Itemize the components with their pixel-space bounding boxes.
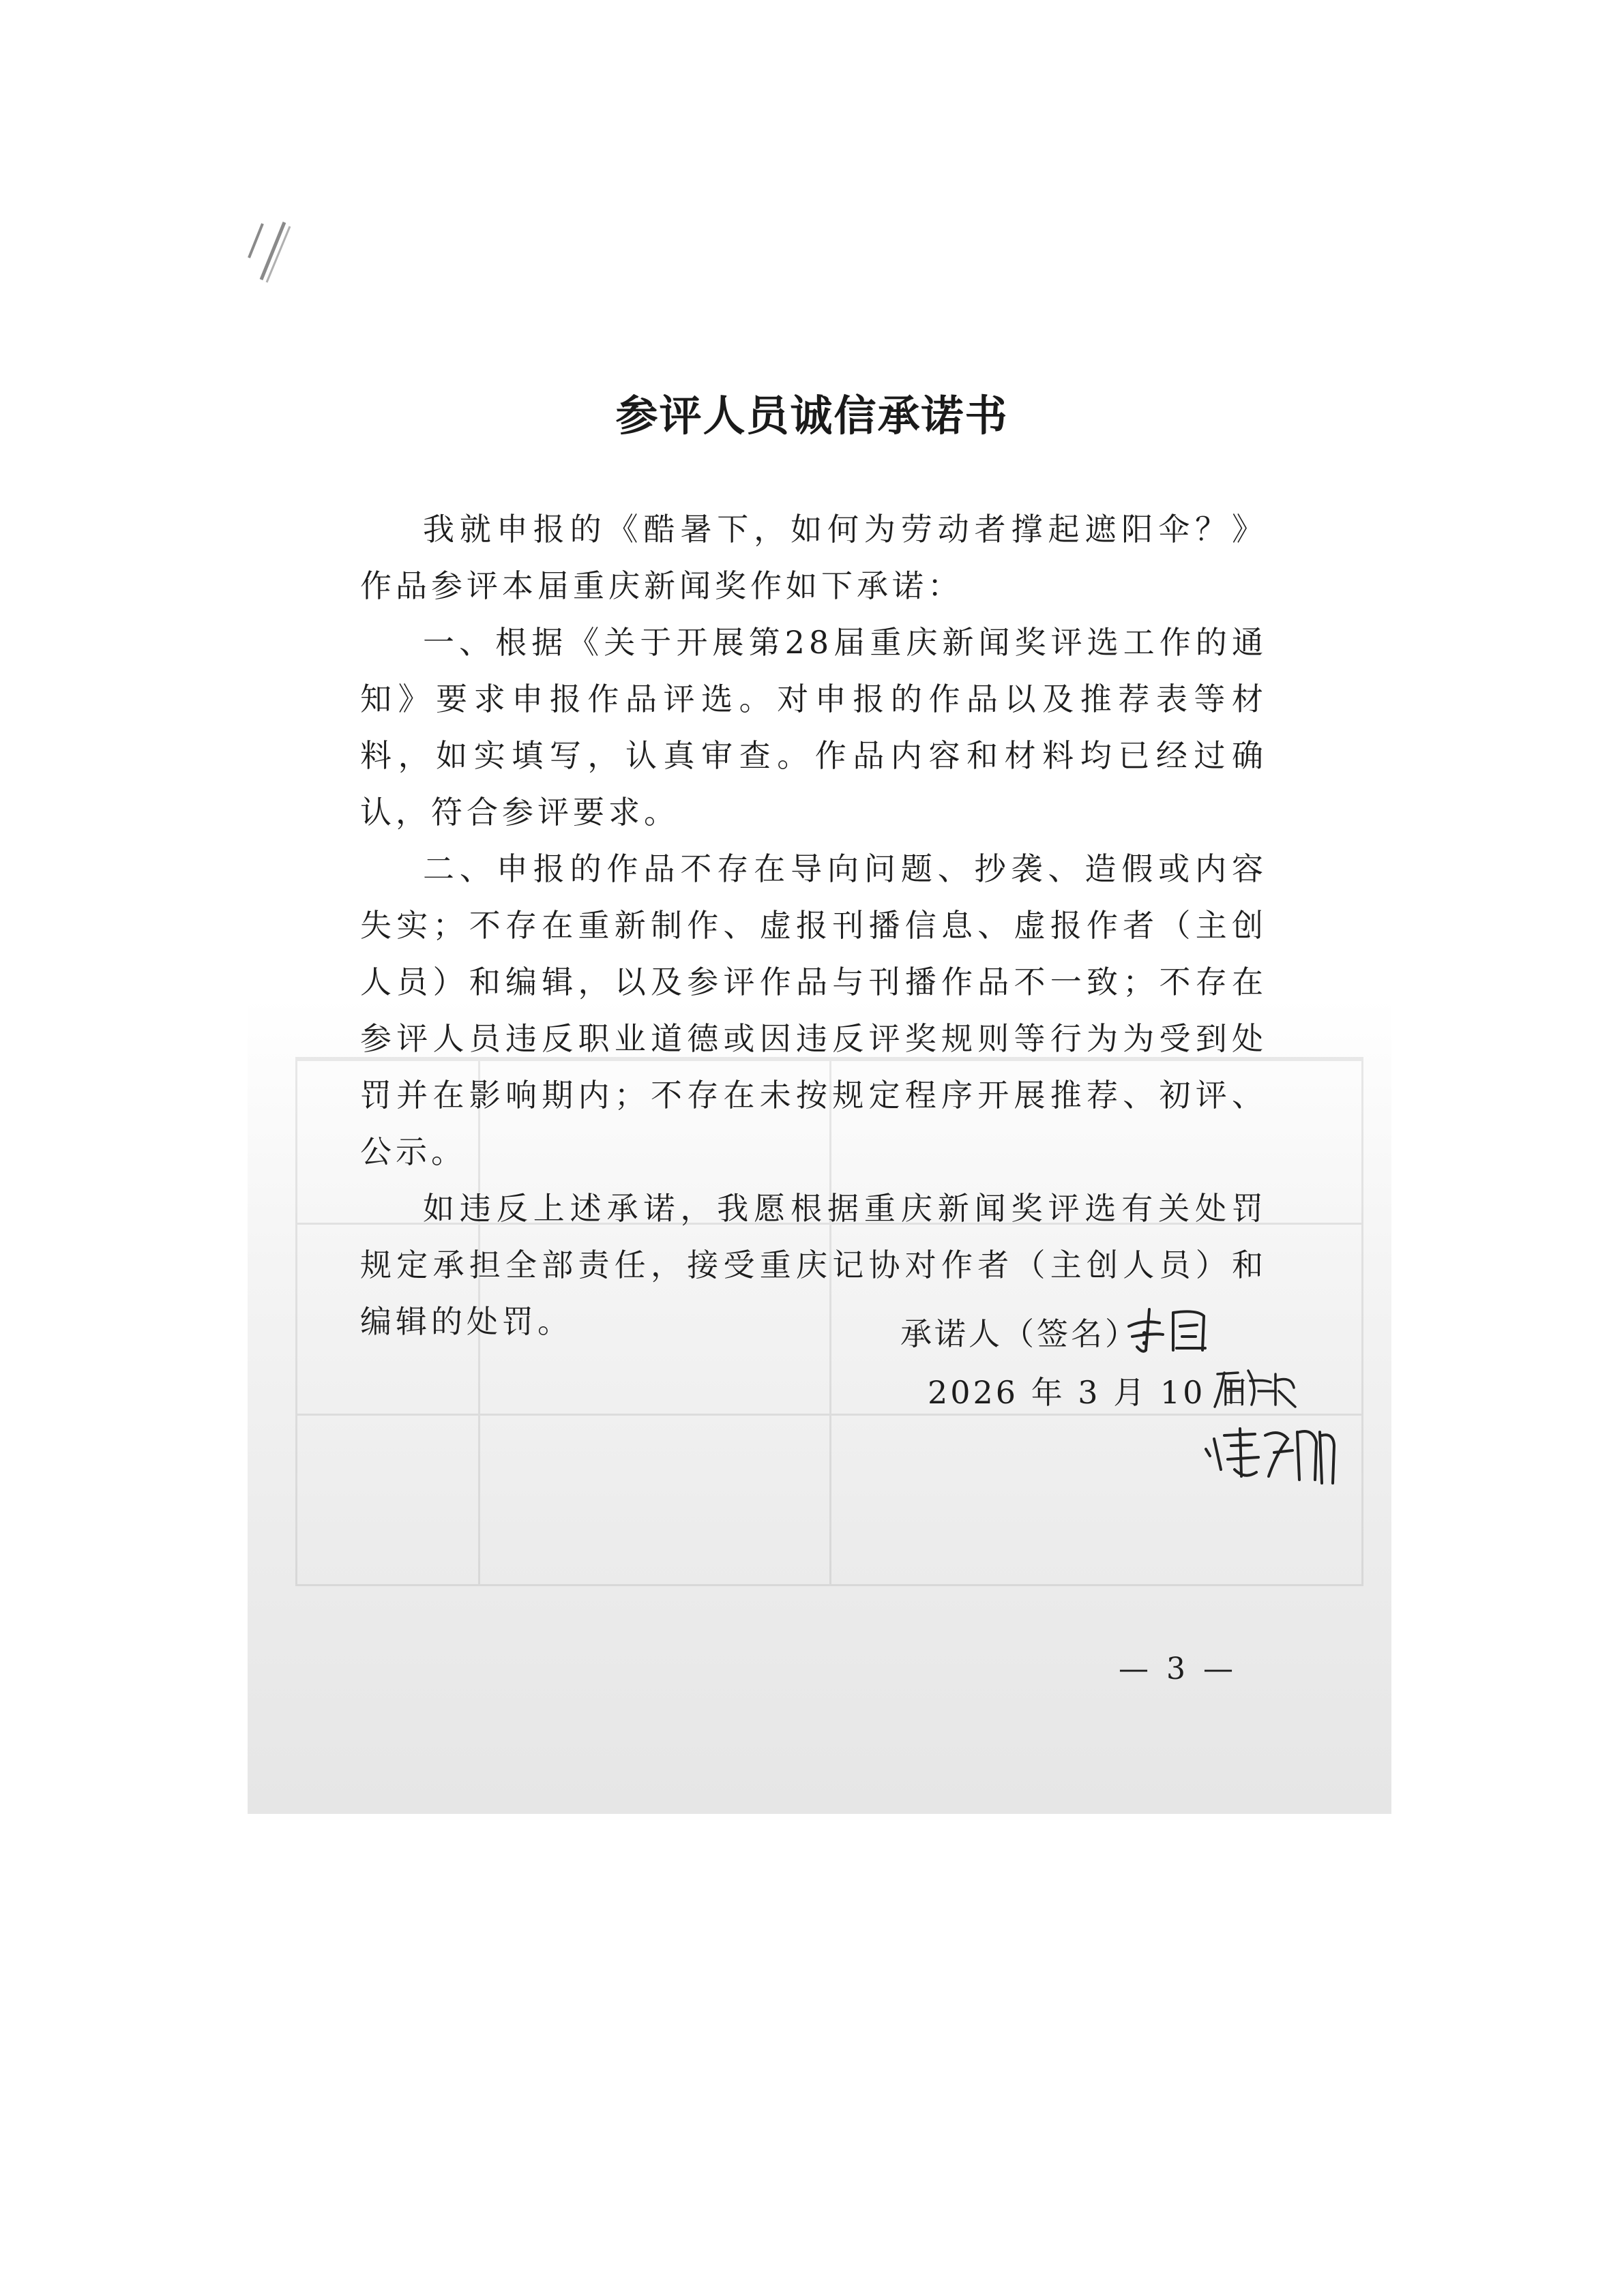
signature-3: [1200, 1415, 1337, 1493]
paragraph-penalty: 如违反上述承诺，我愿根据重庆新闻奖评选有关处罚规定承担全部责任，接受重庆记协对作者（主创人员）和编辑的处罚。: [360, 1190, 1267, 1340]
signer-label: 承诺人（签名）:: [900, 1315, 1153, 1352]
document-title: 参评人员诚信承诺书: [615, 391, 1009, 441]
document-body: [360, 501, 1267, 1350]
page-number: — 3 —: [1119, 1652, 1237, 1686]
signature-2: [1211, 1360, 1299, 1412]
paragraph-commitment-one: 一、根据《关于开展第28届重庆新闻奖评选工作的通知》要求申报作品评选。对申报的作品以及推荐表等材料，如实填写，认真审查。作品内容和材料均已经过确认，符合参评要求。: [360, 624, 1267, 831]
signature-1: [1122, 1299, 1217, 1357]
scan-corner-mark: [242, 217, 297, 285]
paragraph-intro: 我就申报的《酷暑下，如何为劳动者撑起遮阳伞？》作品参评本届重庆新闻奖作如下承诺：: [360, 511, 1267, 604]
paragraph-commitment-two: 二、申报的作品不存在导向问题、抄袭、造假或内容失实；不存在重新制作、虚报刊播信息、虚报作者（主创人员）和编辑，以及参评作品与刊播作品不一致；不存在参评人员违反职业道德或因违反评奖规则等行为为受到处罚并在影响期内；不存在未按规定程序开展推荐、初评、公示。: [360, 850, 1267, 1170]
signing-date: 2026 年 3 月 10 日: [928, 1374, 1252, 1411]
